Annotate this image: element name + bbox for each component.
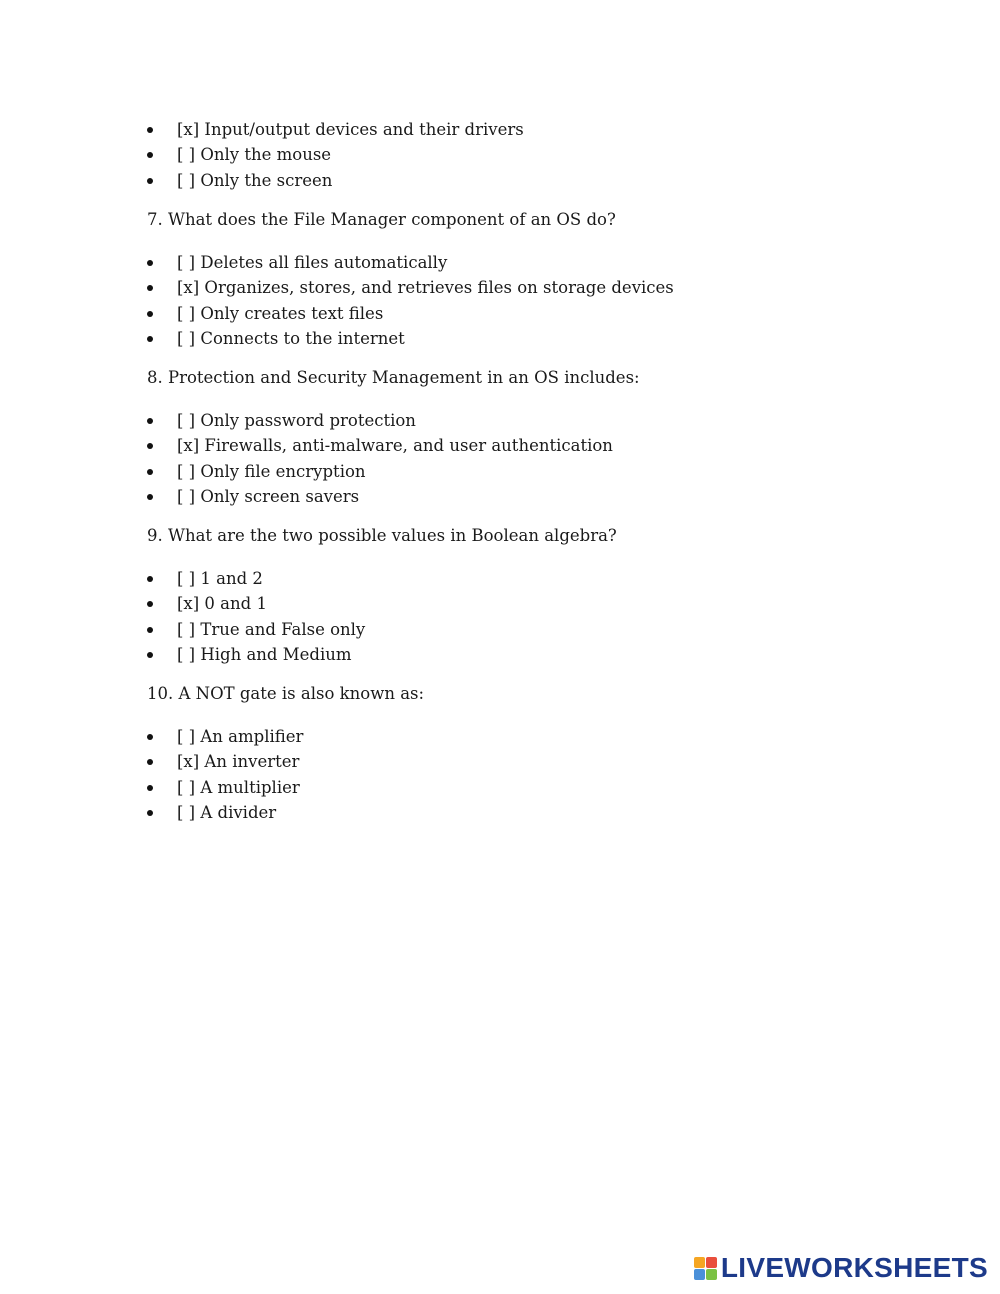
list-item — [147, 484, 907, 509]
bullet-icon — [147, 469, 153, 475]
bullet-icon — [147, 311, 153, 317]
list-item — [147, 591, 907, 616]
option-text: [ ] High and Medium — [177, 644, 352, 664]
question-7 — [147, 209, 907, 231]
option-text: [ ] A divider — [177, 802, 277, 822]
logo-square-green — [706, 1269, 717, 1280]
option-list — [147, 724, 907, 825]
question-10-options — [147, 724, 907, 825]
question-10 — [147, 683, 907, 705]
option-text: [ ] Connects to the internet — [177, 328, 405, 348]
continued-options — [147, 117, 907, 193]
question-text: 8. Protection and Security Management in an OS includes: — [147, 368, 640, 387]
question-9 — [147, 525, 907, 547]
question-8-options — [147, 408, 907, 509]
option-text: [ ] Only screen savers — [177, 486, 360, 506]
list-item — [147, 617, 907, 642]
list-item — [147, 168, 907, 193]
list-item — [147, 433, 907, 458]
bullet-icon — [147, 152, 153, 158]
option-list — [147, 250, 907, 351]
list-item — [147, 142, 907, 167]
bullet-icon — [147, 734, 153, 740]
list-item — [147, 408, 907, 433]
option-text: [ ] Only file encryption — [177, 461, 366, 481]
option-text: [ ] Only the screen — [177, 170, 333, 190]
option-text: [ ] 1 and 2 — [177, 569, 263, 588]
option-text: [ ] An amplifier — [177, 727, 304, 746]
option-list — [147, 566, 907, 667]
option-text: [ ] Only the mouse — [177, 145, 332, 165]
question-9-options — [147, 566, 907, 667]
option-text: [x] Organizes, stores, and retrieves files on storage devices — [177, 278, 674, 298]
list-item — [147, 775, 907, 800]
bullet-icon — [147, 443, 153, 449]
option-text: [x] Firewalls, anti-malware, and user authentication — [177, 436, 613, 456]
logo-square-orange — [694, 1257, 705, 1268]
option-text: [x] 0 and 1 — [177, 594, 267, 614]
bullet-icon — [147, 759, 153, 765]
question-text: 10. A NOT gate is also known as: — [147, 684, 425, 703]
bullet-icon — [147, 127, 153, 133]
bullet-icon — [147, 652, 153, 658]
option-text: [x] Input/output devices and their drivers — [177, 120, 524, 139]
list-item — [147, 566, 907, 591]
list-item — [147, 724, 907, 749]
list-item — [147, 301, 907, 326]
bullet-icon — [147, 336, 153, 342]
bullet-icon — [147, 178, 153, 184]
bullet-icon — [147, 260, 153, 266]
logo-text: LIVEWORKSHEETS — [720, 1252, 988, 1283]
option-text: [ ] Only creates text files — [177, 303, 384, 323]
bullet-icon — [147, 418, 153, 424]
liveworksheets-logo[interactable] — [694, 1252, 988, 1284]
list-item — [147, 800, 907, 825]
question-text: 9. What are the two possible values in Boolean algebra? — [147, 526, 617, 545]
logo-mark-icon — [694, 1257, 717, 1280]
option-text: [x] An inverter — [177, 752, 300, 772]
option-text: [ ] A multiplier — [177, 777, 300, 797]
list-item — [147, 250, 907, 275]
list-item — [147, 117, 907, 142]
option-text: [ ] True and False only — [177, 619, 366, 639]
question-7-options — [147, 250, 907, 351]
bullet-icon — [147, 494, 153, 500]
logo-square-blue — [694, 1269, 705, 1280]
bullet-icon — [147, 285, 153, 291]
bullet-icon — [147, 601, 153, 607]
bullet-icon — [147, 576, 153, 582]
list-item — [147, 459, 907, 484]
option-list — [147, 117, 907, 193]
option-text: [ ] Only password protection — [177, 411, 416, 430]
logo-square-red — [706, 1257, 717, 1268]
option-list — [147, 408, 907, 509]
question-8 — [147, 367, 907, 389]
list-item — [147, 749, 907, 774]
list-item — [147, 326, 907, 351]
question-text: 7. What does the File Manager component of an OS do? — [147, 210, 616, 229]
list-item — [147, 275, 907, 300]
bullet-icon — [147, 627, 153, 633]
bullet-icon — [147, 785, 153, 791]
list-item — [147, 642, 907, 667]
option-text: [ ] Deletes all files automatically — [177, 253, 448, 272]
bullet-icon — [147, 810, 153, 816]
